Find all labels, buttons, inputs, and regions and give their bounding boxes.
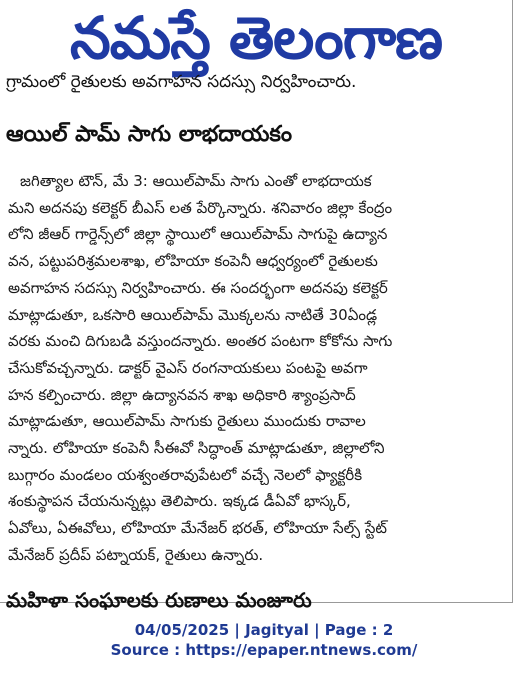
article-line: వన, పట్టుపరిశ్రమలశాఖ, లోహియా కంపెనీ ఆధ్వర్యంలో రైతులకు	[8, 252, 378, 271]
source-line: Source : https://epaper.ntnews.com/	[110, 641, 418, 659]
article-body	[8, 168, 506, 569]
clipping-footer	[0, 620, 528, 660]
article-line: జగిత్యాల టౌన్, మే 3: ఆయిల్‌పామ్ సాగు ఎంతో లాభదాయక	[20, 172, 372, 190]
next-article-fragment-text: మహిళా సంఘాలకు రుణాలు మంజూరు	[6, 588, 312, 612]
article-line: మాట్లాడుతూ, ఆయిల్‌పామ్ సాగుకు రైతులు ముందుకు రావాల	[8, 412, 366, 431]
article-line: న్నారు. లోహియా కంపెనీ సీఈవో సిద్ధాంత్ మాట్లాడుతూ, జిల్లాలోని	[8, 439, 385, 458]
article-line: అవగాహన సదస్సు నిర్వహించారు. ఈ సందర్భంగా అదనపు కలెక్టర్	[8, 278, 388, 297]
previous-article-fragment	[6, 72, 506, 110]
date-edition-page-line: 04/05/2025 | Jagityal | Page : 2	[134, 621, 394, 639]
article-line: బుగ్గారం మండలం యశ్వంతరావుపేటలో వచ్చే నెలలో ఫ్యాక్టరీకి	[8, 465, 363, 484]
article-line: మేనేజర్ ప్రదీప్ పట్నాయక్, రైతులు ఉన్నారు.	[8, 545, 264, 564]
masthead-title: నమస్తే తెలంగాణ	[70, 4, 442, 72]
next-article-fragment	[6, 588, 506, 612]
masthead	[0, 0, 512, 78]
article-line: హన కల్పించారు. జిల్లా ఉద్యానవన శాఖ అధికారి శ్యాంప్రసాద్	[8, 385, 356, 404]
article-line: లోని జీఆర్ గార్డెన్స్‌లో జిల్లా స్థాయిలో ఆయిల్‌పామ్ సాగుపై ఉద్యాన	[8, 225, 388, 244]
article-line: మని అదనపు కలెక్టర్ బీఎస్ లత పేర్కొన్నారు. శనివారం జిల్లా కేంద్రం	[8, 198, 393, 217]
article-headline: ఆయిల్ పామ్ సాగు లాభదాయకం	[6, 122, 293, 147]
article-line: ఏవోలు, ఏఈవోలు, లోహియా మేనేజర్ భరత్, లోహియా సేల్స్ స్టేట్	[8, 519, 387, 538]
article-line: వరకు మంచి దిగుబడి వస్తుందన్నారు. అంతర పంటగా కోకోను సాగు	[8, 332, 393, 351]
article-line: చేసుకోవచ్చన్నారు. డాక్టర్ వైఎస్ రంగనాయకులు పంటపై అవగా	[8, 358, 368, 377]
article-line: మాట్లాడుతూ, ఒకసారి ఆయిల్‌పామ్ మొక్కలను నాటితే 30ఏండ్ల	[8, 305, 378, 324]
article-line: శంకుస్థాపన చేయనున్నట్లు తెలిపారు. ఇక్కడ డీఏవో భాస్కర్,	[8, 492, 351, 511]
previous-article-fragment-text: గ్రామంలో రైతులకు అవగాహన సదస్సు నిర్వహించారు.	[6, 72, 357, 92]
